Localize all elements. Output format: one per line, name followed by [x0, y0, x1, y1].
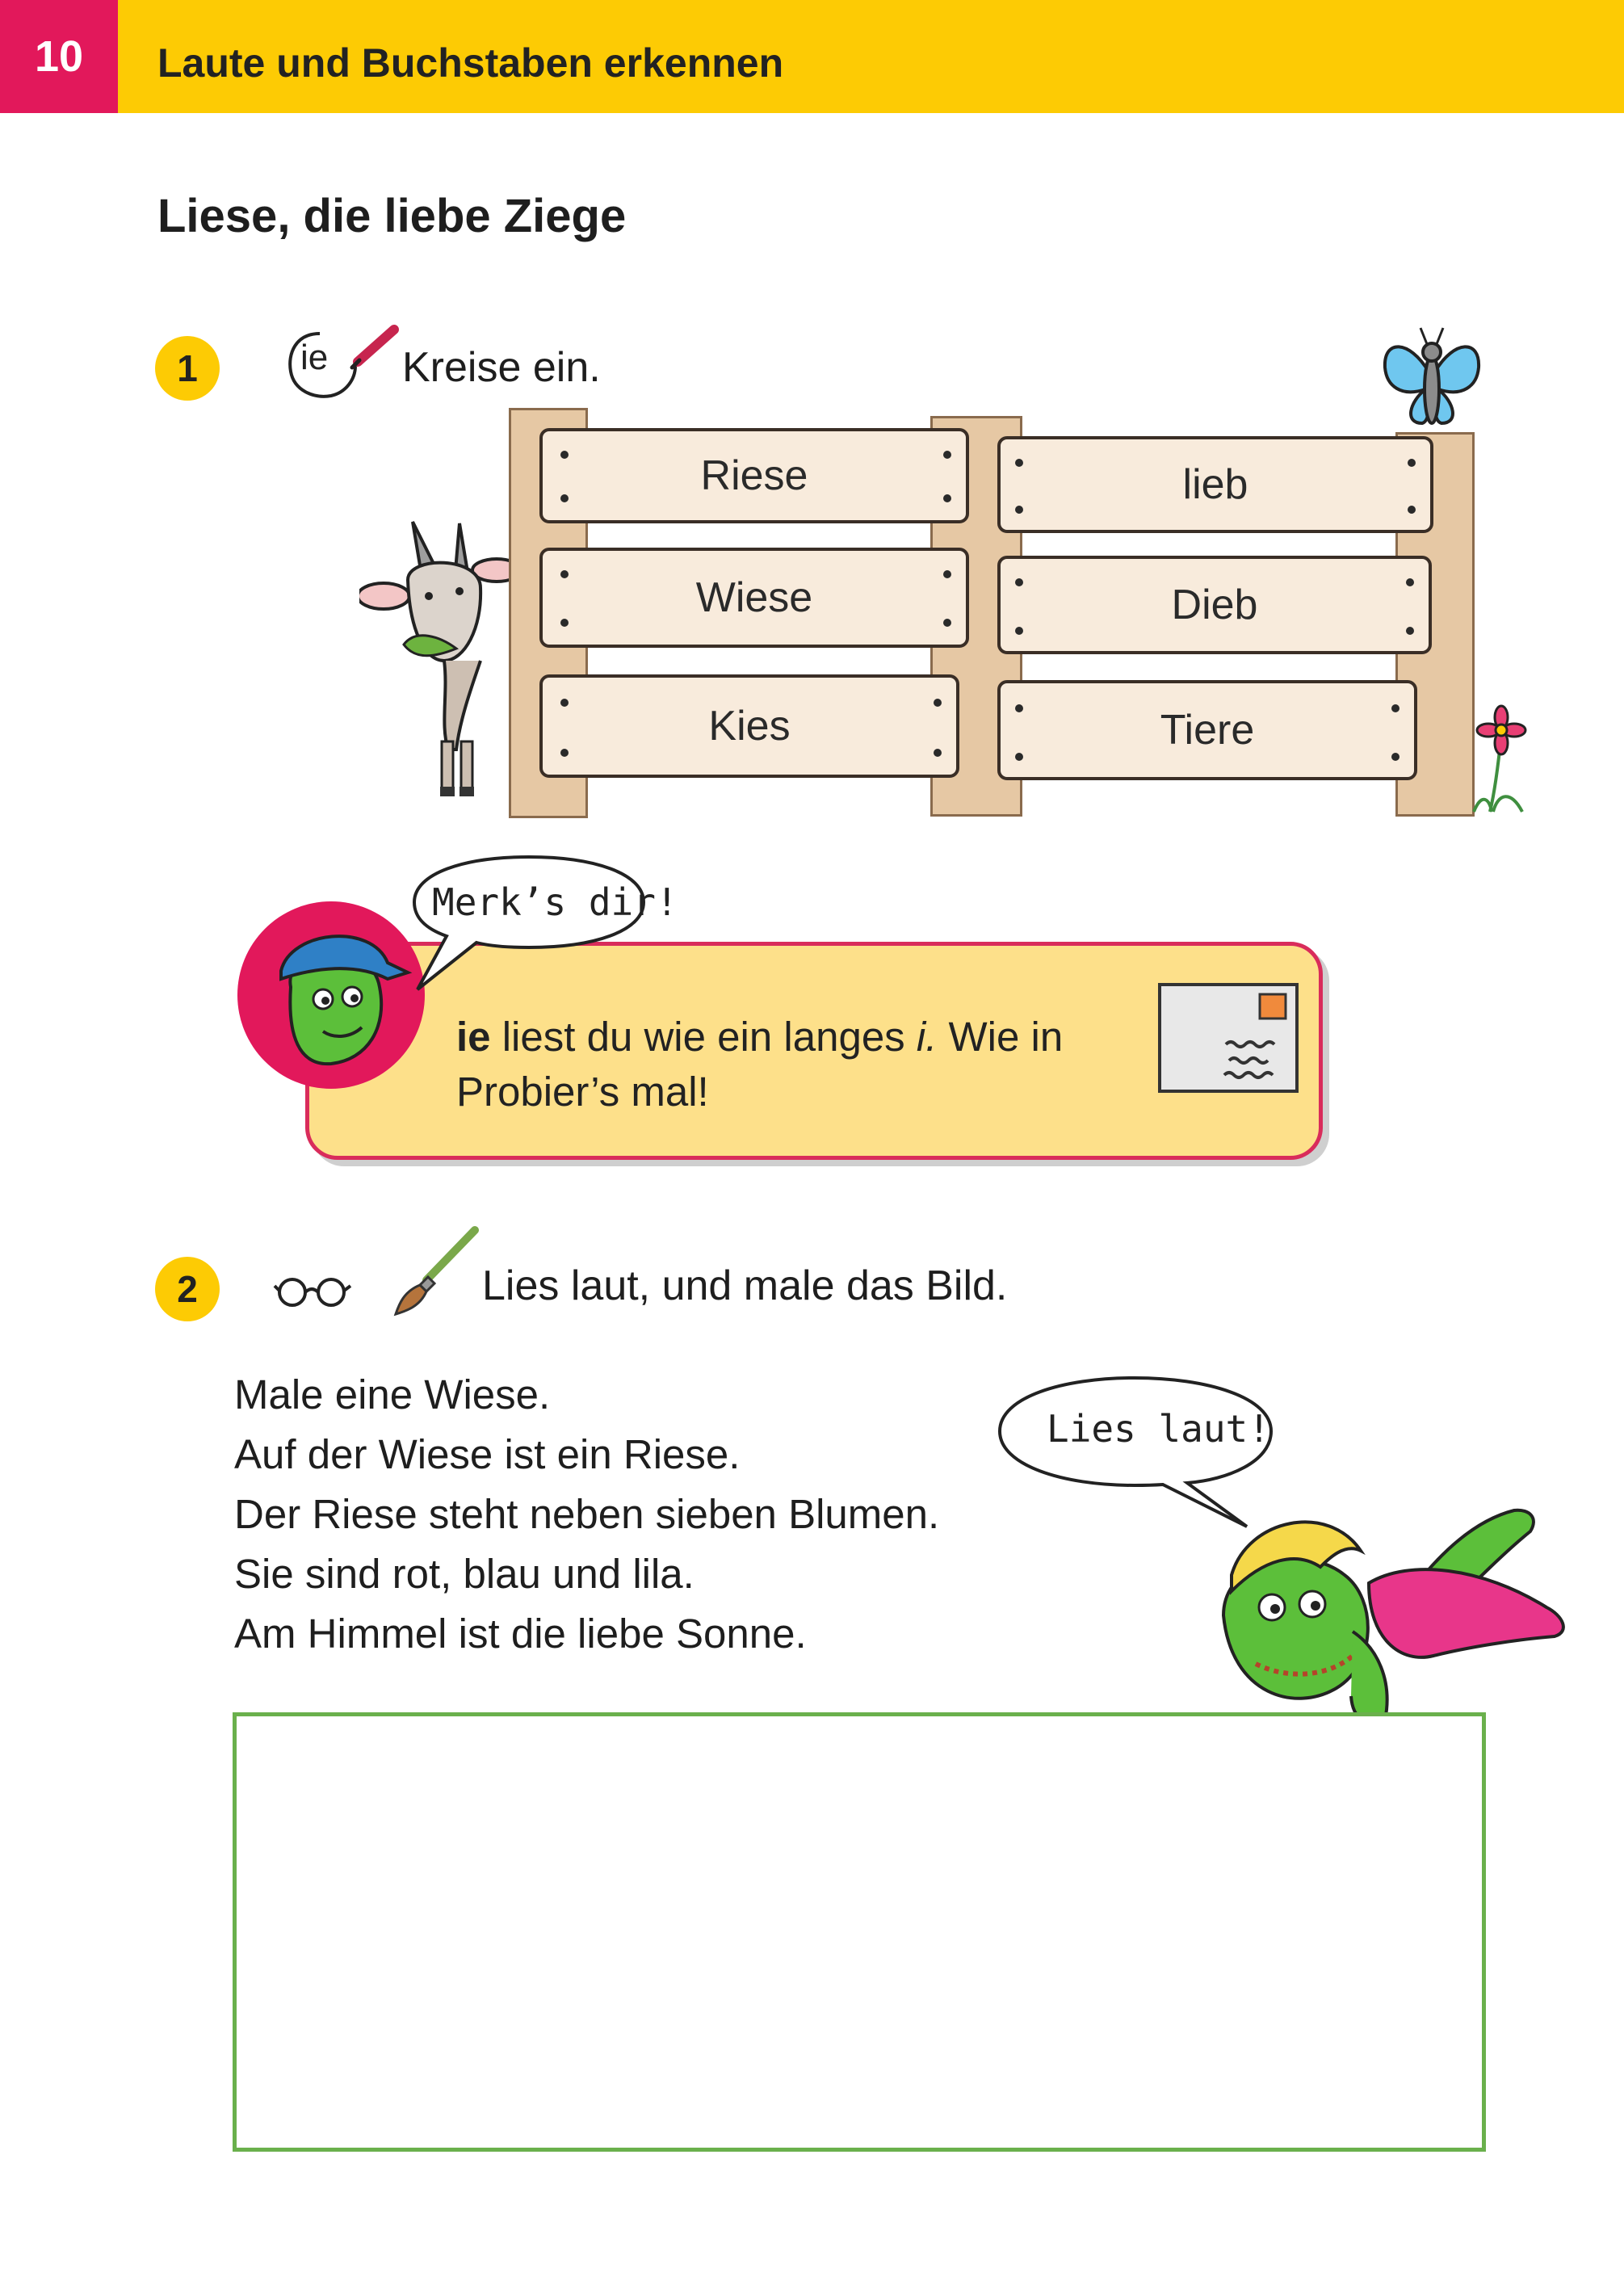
tip-bold-ie: ie: [456, 1014, 491, 1060]
board-word: Riese: [700, 452, 808, 499]
merks-dir-text: Merk’s dir!: [432, 880, 678, 924]
exercise-1-number: 1: [155, 336, 220, 401]
merks-dir-speech-bubble: [408, 852, 650, 998]
fence-board-tiere[interactable]: [997, 680, 1417, 780]
exercise-1-instruction: Kreise ein.: [402, 344, 601, 391]
story-line: Der Riese steht neben sieben Blumen.: [234, 1491, 940, 1537]
tip-italic-i: i.: [916, 1014, 938, 1060]
tip-text: [456, 1010, 1143, 1119]
board-word: Dieb: [1171, 582, 1258, 628]
flower-icon: [1466, 703, 1530, 816]
lies-laut-text: Lies laut!: [1047, 1407, 1270, 1451]
tip-text-part1: liest du wie ein langes: [490, 1014, 917, 1060]
drawing-area[interactable]: [233, 1712, 1486, 2152]
fence-board-lieb[interactable]: [997, 436, 1433, 533]
postcard-icon: [1156, 981, 1300, 1094]
exercise-2-number: 2: [155, 1257, 220, 1321]
page-title: Liese, die liebe Ziege: [157, 190, 627, 242]
goat-illustration: [359, 507, 529, 806]
fence-board-dieb[interactable]: [997, 556, 1432, 654]
circle-pen-icon: [281, 321, 402, 410]
ie-icon-label: ie: [300, 338, 329, 377]
fence-board-wiese[interactable]: [539, 548, 969, 648]
tip-text-line2: Probier’s mal!: [456, 1069, 709, 1115]
story-text: [234, 1365, 939, 1664]
frog-mascot-avatar: [234, 898, 428, 1092]
frog-girl-illustration: [1207, 1486, 1587, 1737]
fence-board-riese[interactable]: [539, 428, 969, 523]
board-word: Tiere: [1160, 707, 1255, 754]
story-line: Sie sind rot, blau und lila.: [234, 1551, 695, 1597]
board-word: Kies: [708, 703, 791, 750]
story-line: Am Himmel ist die liebe Sonne.: [234, 1611, 807, 1657]
page-number: 10: [0, 0, 118, 113]
glasses-icon: [273, 1266, 354, 1315]
paintbrush-icon: [388, 1224, 485, 1317]
story-line: Auf der Wiese ist ein Riese.: [234, 1431, 741, 1477]
butterfly-icon: [1377, 323, 1486, 436]
exercise-2-instruction: Lies laut, und male das Bild.: [482, 1262, 1008, 1309]
fence-board-kies[interactable]: [539, 674, 959, 778]
board-word: Wiese: [695, 574, 813, 621]
story-line: Male eine Wiese.: [234, 1371, 551, 1418]
board-word: lieb: [1182, 461, 1248, 508]
tip-text-part2: Wie in: [937, 1014, 1064, 1060]
header-title: Laute und Buchstaben erkennen: [157, 40, 784, 86]
